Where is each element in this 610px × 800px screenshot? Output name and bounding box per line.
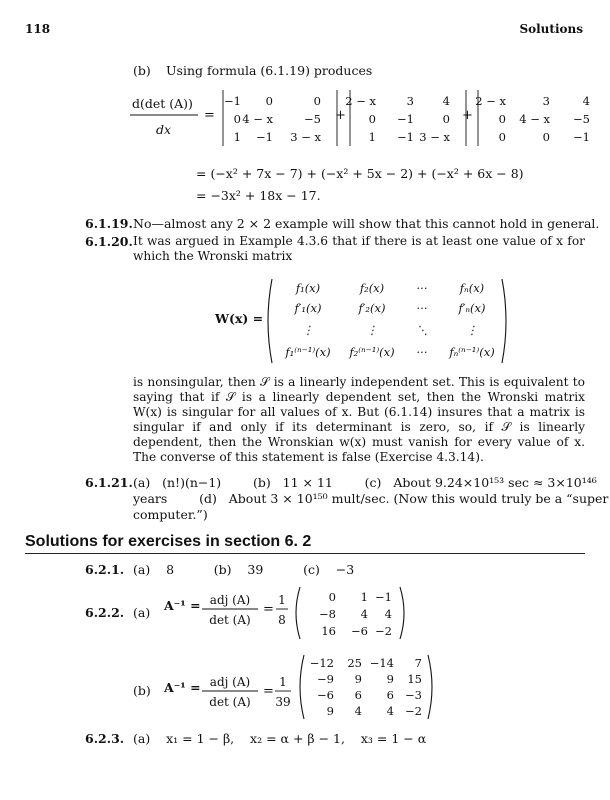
exercise-text-6-2-3: (a) x₁ = 1 − β, x₂ = α + β − 1, x₃ = 1 − α [133, 731, 427, 746]
fraction-numerator-b: 1 [279, 675, 287, 689]
det-cell: −1 [397, 112, 414, 126]
page-number: 118 [25, 22, 51, 36]
exercise-body-6-1-20: is nonsingular, then 𝒮 is a linearly independent set. This is equivalent to saying that if 𝒮 is a linearly dependent set, then the Wronski matrix W(x) is singular for all values of x. But (6.1.14) insures that a matrix is singular if and only if its determinant is zero, so, if 𝒮 is linearly dependent, then the Wronskian w(x) must vanish for every value of x. The converse of this statement is false (Exercise 4.3.14). [133, 375, 585, 464]
matrix-b-cell: 4 [386, 704, 394, 718]
matrix-a-cell: −8 [319, 607, 336, 621]
matrix-b-cell: 7 [414, 656, 422, 670]
det-denominator-a: det (A) [209, 613, 251, 627]
wronski-cell: ⋮ [366, 323, 378, 337]
svg-text:+: + [335, 108, 346, 123]
exercise-label-6-1-21: 6.1.21. [85, 475, 133, 490]
matrix-b-cell: 6 [386, 688, 394, 702]
wronski-cell: fₙ(x) [459, 281, 485, 295]
section-rule [25, 553, 585, 554]
det-cell: 0 [265, 94, 273, 108]
derivative-numerator: d(det (A)) [132, 96, 193, 111]
det-cell: −5 [573, 112, 590, 126]
matrix-a-cell: −2 [375, 624, 392, 638]
det-cell: 4 [582, 94, 590, 108]
inverse-equation-b [160, 652, 440, 722]
matrix-a-cell: 4 [360, 607, 368, 621]
exercise-intro-6-1-20: It was argued in Example 4.3.6 that if there is at least one value of x for which the Wronski matrix [133, 234, 585, 263]
wronski-cell: ··· [416, 281, 428, 295]
derivative-line-3: = −3x² + 18x − 17. [196, 188, 321, 203]
wronski-cell: f′₁(x) [294, 301, 322, 315]
inverse-lhs-a: A⁻¹ = [164, 598, 201, 613]
matrix-a-cell: 4 [384, 607, 392, 621]
matrix-a-cell: 1 [360, 590, 368, 604]
det-derivative-equation [128, 88, 598, 150]
exercise-label-6-1-20: 6.1.20. [85, 234, 133, 249]
wronski-cell: fₙ⁽ⁿ⁻¹⁾(x) [449, 345, 495, 359]
matrix-a-cell: 16 [321, 624, 336, 638]
det-cell: −1 [224, 94, 241, 108]
part-b-label: (b) [133, 63, 151, 78]
matrix-b-cell: 4 [354, 704, 362, 718]
det-cell: −1 [256, 130, 273, 144]
fraction-denominator-a: 8 [278, 613, 286, 627]
det-cell: 4 [442, 94, 450, 108]
det-cell: 4 − x [519, 112, 550, 126]
det-cell: 0 [542, 130, 550, 144]
part-b-text: Using formula (6.1.19) produces [166, 63, 373, 78]
wronski-cell: f′₂(x) [358, 301, 386, 315]
wronski-cell: ··· [416, 345, 428, 359]
wronski-cell: ⋱ [416, 323, 428, 337]
matrix-b-cell: 9 [354, 672, 362, 686]
det-cell: 1 [368, 130, 376, 144]
svg-text:=: = [263, 602, 274, 617]
section-heading: Solutions for exercises in section 6. 2 [25, 533, 312, 550]
matrix-b-cell: 9 [326, 704, 334, 718]
exercise-6-1-21-line-3: computer.”) [133, 507, 208, 522]
exercise-text-6-2-1: (a) 8 (b) 39 (c) −3 [133, 562, 355, 577]
det-cell: 1 [233, 130, 241, 144]
exercise-6-1-21-line-2: years (d) About 3 × 10¹⁵⁰ mult/sec. (Now this would truly be a “super [133, 491, 609, 506]
matrix-b-cell: 25 [347, 656, 362, 670]
fraction-numerator-a: 1 [278, 593, 286, 607]
part-b-label-6-2-2: (b) [133, 683, 151, 698]
det-cell: −1 [573, 130, 590, 144]
matrix-a-cell: −6 [351, 624, 368, 638]
determinant-1 [223, 90, 337, 146]
wronski-cell: f₂(x) [359, 281, 385, 295]
fraction-denominator-b: 39 [275, 695, 291, 709]
derivative-denominator: dx [156, 122, 172, 137]
det-cell: 0 [442, 112, 450, 126]
det-cell: −1 [397, 130, 414, 144]
exercise-text-6-1-19: No—almost any 2 × 2 example will show that this cannot hold in general. [133, 216, 600, 231]
exercise-label-6-2-3: 6.2.3. [85, 731, 125, 746]
determinant-2 [345, 90, 466, 146]
matrix-a-cell: 0 [328, 590, 336, 604]
det-cell: 3 − x [290, 130, 321, 144]
inverse-lhs-b: A⁻¹ = [164, 680, 201, 695]
wronski-cell: ··· [416, 301, 428, 315]
matrix-b-cell: −12 [309, 656, 334, 670]
exercise-label-6-2-1: 6.2.1. [85, 562, 125, 577]
exercise-6-1-21-line-1: (a) (n!)(n−1) (b) 11 × 11 (c) About 9.24×10¹⁵³ sec ≈ 3×10¹⁴⁶ [133, 475, 597, 490]
det-cell: 3 [406, 94, 414, 108]
matrix-a-cell: −1 [375, 590, 392, 604]
det-cell: 0 [498, 112, 506, 126]
exercise-label-6-2-2: 6.2.2. [85, 605, 125, 620]
wronski-cell: ⋮ [302, 323, 314, 337]
det-cell: −5 [304, 112, 321, 126]
det-cell: 0 [233, 112, 241, 126]
det-cell: 2 − x [475, 94, 506, 108]
matrix-b-cell: 9 [386, 672, 394, 686]
matrix-b-cell: −3 [405, 688, 422, 702]
det-cell: 2 − x [345, 94, 376, 108]
running-title: Solutions [519, 22, 583, 36]
det-cell: 4 − x [242, 112, 273, 126]
derivative-line-2: = (−x² + 7x − 7) + (−x² + 5x − 2) + (−x² + 6x − 8) [196, 166, 524, 181]
det-cell: 3 − x [419, 130, 450, 144]
svg-text:+: + [462, 108, 473, 123]
matrix-b-cell: −9 [317, 672, 334, 686]
det-cell: 0 [368, 112, 376, 126]
wronski-cell: f₁⁽ⁿ⁻¹⁾(x) [285, 345, 331, 359]
wronski-cell: ⋮ [466, 323, 478, 337]
det-denominator-b: det (A) [209, 695, 251, 709]
part-a-label-6-2-2: (a) [133, 605, 151, 620]
wronski-cell: f′ₙ(x) [458, 301, 486, 315]
wronski-cell: f₁(x) [295, 281, 321, 295]
adj-numerator-a: adj (A) [209, 593, 251, 607]
det-cell: 0 [313, 94, 321, 108]
det-cell: 3 [542, 94, 550, 108]
inverse-equation-a [160, 584, 410, 644]
adj-numerator-b: adj (A) [209, 675, 251, 689]
matrix-b-cell: 6 [354, 688, 362, 702]
matrix-b-cell: −2 [405, 704, 422, 718]
determinant-3 [475, 90, 598, 146]
wronski-label: W(x) = [215, 311, 264, 326]
svg-text:=: = [263, 684, 274, 699]
matrix-b-cell: −14 [369, 656, 394, 670]
exercise-label-6-1-19: 6.1.19. [85, 216, 133, 231]
matrix-b-cell: −6 [317, 688, 334, 702]
det-cell: 0 [498, 130, 506, 144]
wronski-cell: f₂⁽ⁿ⁻¹⁾(x) [349, 345, 395, 359]
wronski-matrix [262, 276, 512, 366]
matrix-b-cell: 15 [407, 672, 422, 686]
svg-text:=: = [204, 108, 215, 123]
